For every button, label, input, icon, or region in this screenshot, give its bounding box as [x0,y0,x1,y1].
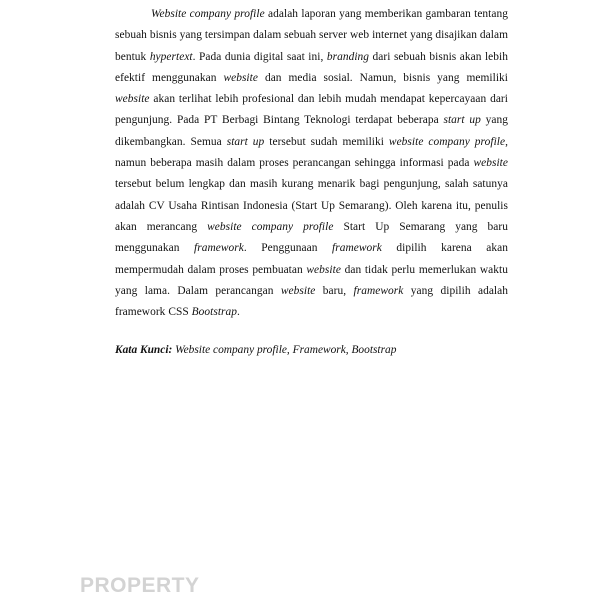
abstract-text-run: . [237,306,240,319]
keywords-value: Website company profile, Framework, Bootstrap [175,344,397,356]
abstract-italic-term: framework [332,242,382,255]
abstract-text-run: akan terlihat lebih profesional dan lebih mudah mendapat kepercayaan dari pengunjung. Pada PT Berbagi Bintang Teknologi terdapat beberapa [115,93,508,127]
abstract-italic-term: website [306,263,341,276]
abstract-text-run: , namun beberapa masih dalam proses perancangan sehingga informasi pada [115,135,509,170]
abstract-text-run: Start Up Semarang yang baru menggunakan [115,220,508,255]
abstract-italic-term: Website company profile [151,8,265,20]
abstract-text-run: tersebut sudah memiliki [264,135,389,148]
keywords-line [115,340,508,360]
abstract-text-run: baru, [315,284,354,297]
abstract-italic-term: framework [353,284,404,297]
abstract-text-run: dipilih karena akan mempermudah dalam proses pembuatan [115,242,509,276]
keywords-label: Kata Kunci: [115,344,173,356]
abstract-italic-term: branding [326,50,370,63]
abstract-text-run: . Penggunaan [243,242,333,255]
abstract-text-run: yang dipilih adalah framework CSS [115,284,509,319]
abstract-paragraph [115,4,508,323]
abstract-italic-term: website company profile [388,135,506,148]
abstract-italic-term: website [115,93,150,106]
watermark-text: PROPERTY [80,574,200,597]
abstract-text-run: tersebut belum lengkap dan masih kurang menarik bagi pengunjung, salah satunya adalah CV Usaha Rintisan Indonesia (Start Up Semarang). Oleh karena itu, penulis akan merancang [115,178,508,233]
abstract-text-run: adalah laporan yang memberikan gambaran tentang sebuah bisnis yang tersimpan dalam sebuah server web internet yang disajikan dalam bentuk [115,8,508,63]
abstract-italic-term: website company profile [207,220,334,233]
abstract-text-run: dan media sosial. Namun, bisnis yang memiliki [257,71,508,84]
abstract-italic-term: start up [443,114,481,127]
abstract-text-run: dari sebuah bisnis akan lebih efektif menggunakan [115,50,508,84]
abstract-italic-term: hypertext [149,50,193,63]
abstract-italic-term: website [280,284,316,297]
abstract-text-run: . Pada dunia digital saat ini, [192,50,327,63]
abstract-italic-term: website [473,157,508,170]
abstract-italic-term: website [223,71,258,84]
abstract-text-run: yang dikembangkan. Semua [115,114,508,148]
abstract-italic-term: start up [226,135,265,148]
abstract-italic-term: framework [194,242,244,255]
abstract-text-run: dan tidak perlu memerlukan waktu yang lama. Dalam perancangan [115,263,508,297]
abstract-italic-term: Bootstrap [191,306,238,319]
